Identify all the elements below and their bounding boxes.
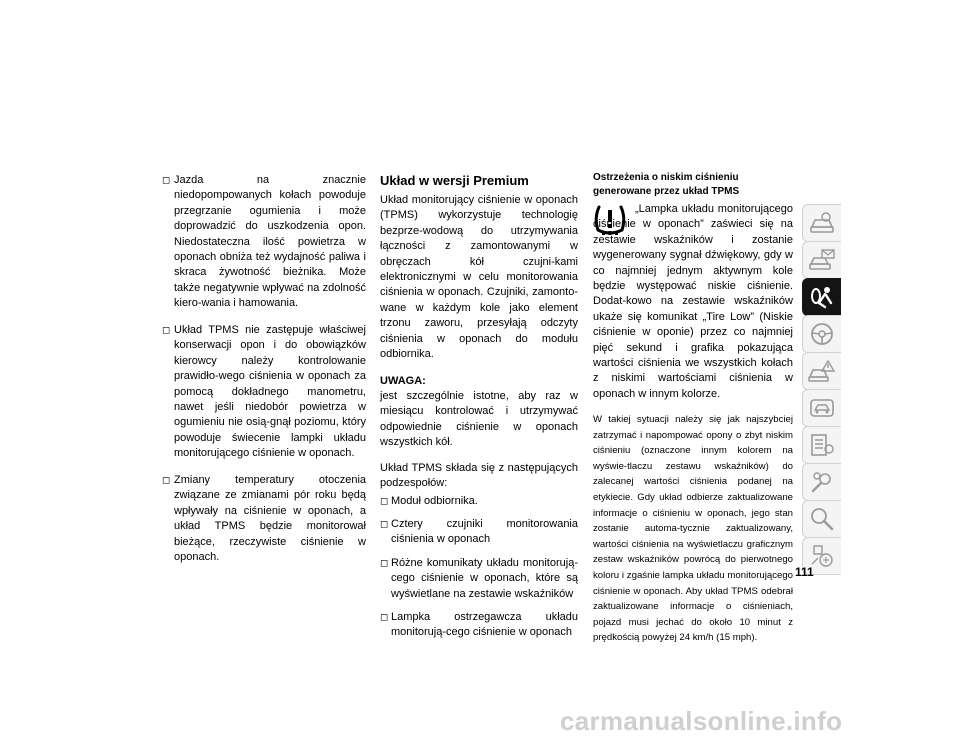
tab-car-dashboard[interactable]: [802, 204, 841, 242]
page-number: 111: [795, 565, 814, 579]
list-item-text: Jazda na znacznie niedopompowanych kołach powoduje przegrzanie ogumienia i może doprowadzić do uszkodzenia opon. Niedostateczna ilość powietrza w oponach obniża też wydajność paliwa i skraca żywotność bieżnika. Może także negatywnie wpływać na zdolność kiero-wania i hamowania.: [174, 174, 366, 310]
airbag-person-icon: [807, 283, 837, 311]
wrench-gear-icon: [807, 468, 837, 496]
tab-technical[interactable]: [802, 463, 841, 501]
bullet-square: ◻: [380, 519, 389, 530]
bullet-square: ◻: [380, 558, 389, 569]
warning-heading: Ostrzeżenia o niskim ciśnieniu generowane przez układ TPMS: [593, 172, 740, 197]
tab-emergency[interactable]: [802, 352, 841, 390]
list-item-text: Układ TPMS nie zastępuje właściwej konserwacji opon i do obowiązków kierowcy należy kontrolowanie prawidło-wego ciśnienia w oponach za pomocą dokładnego manometru, nawet jeśli niedobór powietrza w ogumieniu nie osią-gnął poziomu, który powoduje świecenie lampki układu monitorującego ciśnienie w oponach.: [174, 324, 366, 460]
bullet-square: ◻: [162, 325, 171, 336]
car-dashboard-icon: [807, 209, 837, 237]
watermark: carmanualsonline.info: [560, 706, 843, 736]
components-intro: Układ TPMS składa się z następujących podzespołów:: [380, 462, 578, 490]
note-label: UWAGA:: [380, 375, 426, 387]
magnifier-icon: [807, 505, 837, 533]
small-print-paragraph: W takiej sytuacji należy się jak najszybciej zatrzymać i napompować opony o zbyt niskim ciśnieniu (oznaczone innym kolorem na wyświe-tlaczu zestawu wskaźników) do zalecanej wartości ciśnienia podanej na etykiecie. Gdy układ odbierze zaktualizowane informacje o ciśnieniu w oponach, jego stan zostanie automa-tycznie zaktualizowany, wartości ciśnienia na wyświetlaczu graficznym zestaw wskaźników powrócą do pierwotnego koloru i zgaśnie lampka układu monitorującego ciśnienie w oponach. Aby układ TPMS odebrał zaktualizowane informacje o ciśnieniach, pojazd musi jechać do około 10 minut z prędkością powyżej 24 km/h (15 mph).: [593, 414, 793, 644]
car-envelope-icon: [807, 246, 837, 274]
list-item-text: Lampka ostrzegawcza układu monitorują-cego ciśnienie w oponach: [391, 611, 578, 639]
list-item-text: Zmiany temperatury otoczenia związane ze zmianami pór roku będą wpływały na ciśnienie w oponach, a układ TPMS będzie monitorował bieżące, rzeczywiste ciśnienie w oponach.: [174, 474, 366, 564]
warning-paragraph: „Lampka układu monitorującego ciśnienie w oponach” zaświeci się na zestawie wskaźników i zostanie wygenerowany sygnał dźwiękowy, gdy w co najmniej jednym aktywnym kole będzie występować niskie ciśnienie. Dodat-kowo na zestawie wskaźników ukaże się komunikat „Tire Low” (Niskie ciśnienie w oponie) przez co najmniej pięć sekund i grafika pokazująca wartości ciśnienia we wszystkich kołach z niskimi wartościami ciśnienia w oponach w innym kolorze.: [593, 203, 793, 400]
tab-search[interactable]: [802, 500, 841, 538]
car-service-icon: [807, 394, 837, 422]
bullet-square: ◻: [380, 612, 389, 623]
section-heading: Układ w wersji Premium: [380, 173, 529, 188]
car-crash-warning-icon: [807, 357, 837, 385]
bullet-square: ◻: [380, 496, 389, 507]
list-item-text: Moduł odbiornika.: [391, 495, 478, 507]
bullet-square: ◻: [162, 475, 171, 486]
tab-airbag-safety[interactable]: [802, 278, 841, 316]
steering-wheel-icon: [807, 320, 837, 348]
note-text: jest szczególnie istotne, aby raz w miesiącu kontrolować i utrzymywać odpowiednie ciśnienie w oponach wszystkich kół.: [380, 390, 578, 449]
tab-steering[interactable]: [802, 315, 841, 353]
list-item-text: Różne komunikaty układu monitorują-cego ciśnienie w oponach, które są wyświetlane na zestawie wskaźników: [391, 557, 578, 600]
maintenance-list-icon: [807, 431, 837, 459]
bullet-square: ◻: [162, 175, 171, 186]
intro-paragraph: Układ monitorujący ciśnienie w oponach (TPMS) wykorzystuje technologię bezprze-wodową do utrzymywania łączności z zamontowanymi w obręczach kół czujni-kami elektronicznymi w celu monitorowania ciśnienia w oponach. Czujniki, zamonto-wane w każdym kole jako element trzonu zaworu, przesyłają odczyty ciśnienia w oponach do modułu odbiornika.: [380, 194, 578, 361]
list-item-text: Cztery czujniki monitorowania ciśnienia w oponach: [391, 518, 578, 546]
tab-car-envelope[interactable]: [802, 241, 841, 279]
tab-service[interactable]: [802, 389, 841, 427]
tab-maintenance[interactable]: [802, 426, 841, 464]
